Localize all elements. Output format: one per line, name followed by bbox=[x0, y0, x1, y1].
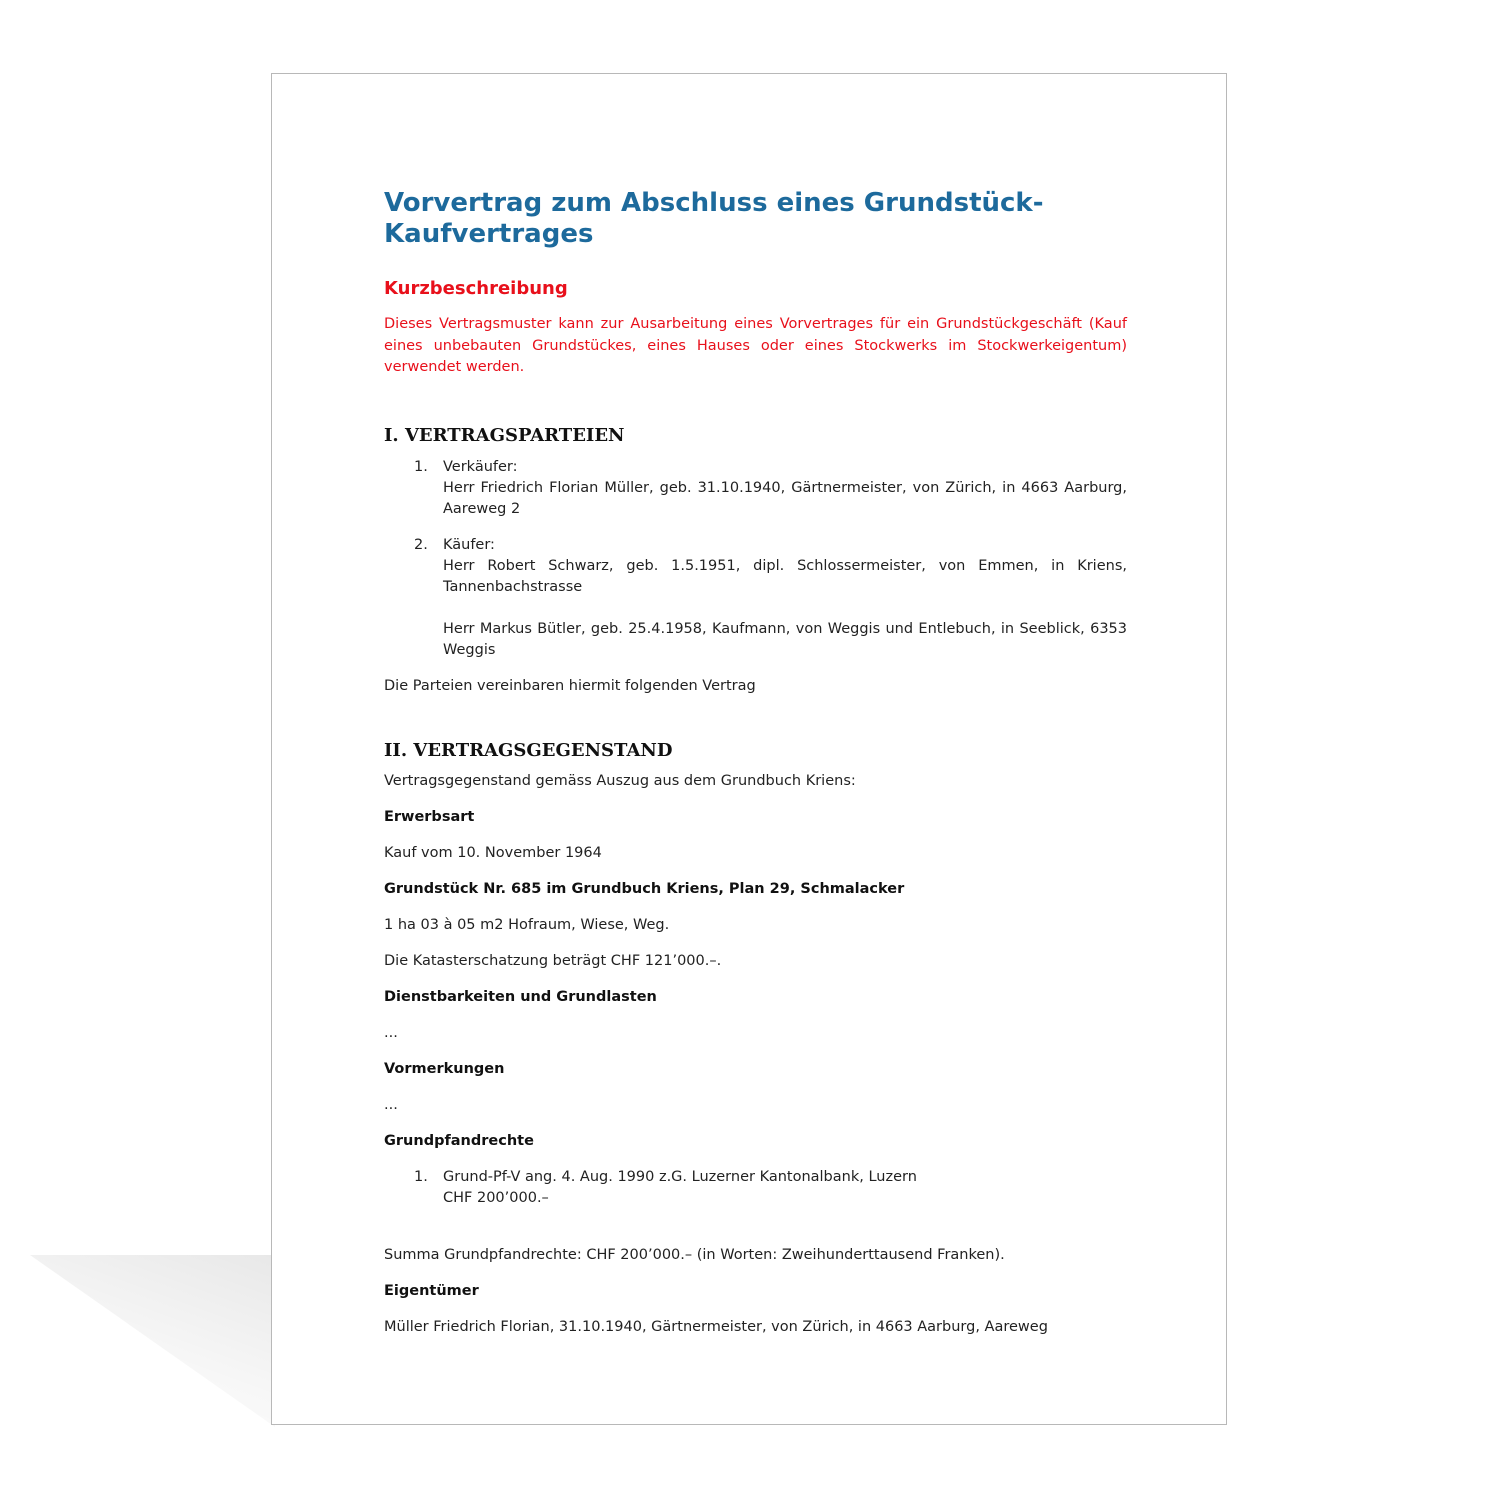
summary-heading: Kurzbeschreibung bbox=[384, 278, 568, 299]
party-details: Herr Robert Schwarz, geb. 1.5.1951, dipl. Schlossermeister, von Emmen, in Kriens, Tannenbachstrasse bbox=[443, 557, 1127, 595]
subject-intro: Vertragsgegenstand gemäss Auszug aus dem Grundbuch Kriens: bbox=[384, 772, 856, 789]
vormerkungen-value: ... bbox=[384, 1096, 398, 1113]
list-number: 1. bbox=[414, 1168, 428, 1185]
summary-text: Dieses Vertragsmuster kann zur Ausarbeitung eines Vorvertrages für ein Grundstückgeschäft (Kauf eines unbebauten Grundstückes, eines Hauses oder eines Stockwerks im Stockwerkeigentum) verwendet werden. bbox=[384, 316, 1127, 375]
title-line-1: Vorvertrag zum Abschluss eines Grundstück- bbox=[384, 188, 1044, 218]
eigentuemer-label: Eigentümer bbox=[384, 1282, 479, 1299]
party-role: Käufer: bbox=[443, 536, 495, 553]
katasterschatzung: Die Katasterschatzung beträgt CHF 121’000.–. bbox=[384, 952, 722, 969]
erwerbsart-value: Kauf vom 10. November 1964 bbox=[384, 844, 602, 861]
list-number: 2. bbox=[414, 536, 428, 553]
party-item-buyer bbox=[384, 535, 1127, 661]
document-title bbox=[384, 188, 1127, 250]
parties-list bbox=[384, 457, 1127, 661]
page-shadow bbox=[30, 1255, 275, 1427]
grundpfandrecht-item bbox=[384, 1167, 1127, 1209]
party-details-second: Herr Markus Bütler, geb. 25.4.1958, Kaufmann, von Weggis und Entlebuch, in Seeblick, 6353 Weggis bbox=[443, 620, 1127, 658]
grundstueck-area: 1 ha 03 à 05 m2 Hofraum, Wiese, Weg. bbox=[384, 916, 670, 933]
list-number: 1. bbox=[414, 458, 428, 475]
dienstbarkeiten-value: ... bbox=[384, 1024, 398, 1041]
vormerkungen-label: Vormerkungen bbox=[384, 1060, 505, 1077]
grundpfandrechte-summa: Summa Grundpfandrechte: CHF 200’000.– (in Worten: Zweihunderttausend Franken). bbox=[384, 1246, 1005, 1263]
section-2-heading: II. VERTRAGSGEGENSTAND bbox=[384, 739, 673, 761]
party-item-seller bbox=[384, 457, 1127, 520]
grundpfandrechte-label: Grundpfandrechte bbox=[384, 1132, 534, 1149]
grundpfandrecht-line-1: Grund-Pf-V ang. 4. Aug. 1990 z.G. Luzerner Kantonalbank, Luzern bbox=[443, 1168, 917, 1185]
dienstbarkeiten-label: Dienstbarkeiten und Grundlasten bbox=[384, 988, 657, 1005]
eigentuemer-value: Müller Friedrich Florian, 31.10.1940, Gärtnermeister, von Zürich, in 4663 Aarburg, Aareweg bbox=[384, 1318, 1048, 1335]
grundstueck-label: Grundstück Nr. 685 im Grundbuch Kriens, Plan 29, Schmalacker bbox=[384, 880, 905, 897]
parties-closing: Die Parteien vereinbaren hiermit folgenden Vertrag bbox=[384, 677, 756, 694]
party-role: Verkäufer: bbox=[443, 458, 518, 475]
erwerbsart-label: Erwerbsart bbox=[384, 808, 475, 825]
document-page bbox=[271, 73, 1227, 1425]
document-content bbox=[384, 188, 1127, 1338]
party-details: Herr Friedrich Florian Müller, geb. 31.10.1940, Gärtnermeister, von Zürich, in 4663 Aarburg, Aareweg 2 bbox=[443, 479, 1127, 517]
section-1-heading: I. VERTRAGSPARTEIEN bbox=[384, 424, 625, 446]
title-line-2: Kaufvertrages bbox=[384, 219, 594, 249]
grundpfandrecht-line-2: CHF 200’000.– bbox=[443, 1189, 549, 1206]
grundpfandrechte-list bbox=[384, 1167, 1127, 1209]
